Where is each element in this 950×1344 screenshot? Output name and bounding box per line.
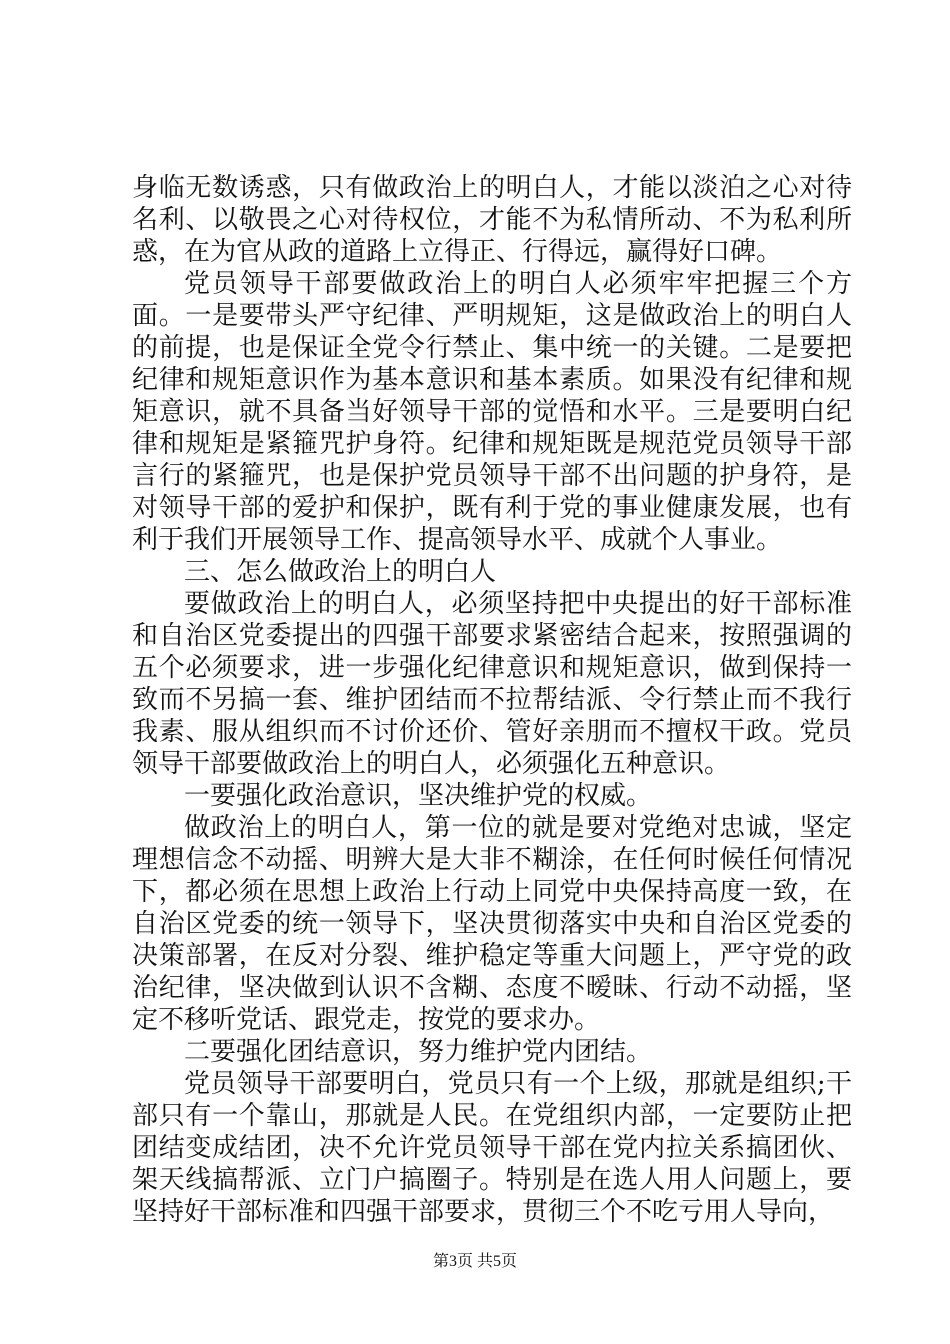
- paragraph-8: 党员领导干部要明白，党员只有一个上级，那就是组织;干部只有一个靠山，那就是人民。在党组织内部，一定要防止把团结变成结团，决不允许党员领导干部在党内拉关系搞团伙、架天线搞帮派、立门户搞圈子。特别是在选人用人问题上，要坚持好干部标准和四强干部要求，贯彻三个不吃亏用人导向，: [132, 1069, 852, 1227]
- page-footer: 第3页 共5页: [432, 1253, 517, 1270]
- section-heading-3: 三、怎么做政治上的明白人: [184, 557, 497, 587]
- document-body: [132, 172, 852, 1228]
- paragraph-2: 党员领导干部要做政治上的明白人必须牢牢把握三个方面。一是要带头严守纪律、严明规矩，这是做政治上的明白人的前提，也是保证全党令行禁止、集中统一的关键。二是要把纪律和规矩意识作为基本意识和基本素质。如果没有纪律和规矩意识，就不具备当好领导干部的觉悟和水平。三是要明白纪律和规矩是紧箍咒护身符。纪律和规矩既是规范党员领导干部言行的紧箍咒，也是保护党员领导干部不出问题的护身符，是对领导干部的爱护和保护，既有利于党的事业健康发展，也有利于我们开展领导工作、提高领导水平、成就个人事业。: [132, 269, 852, 555]
- paragraph-6: 做政治上的明白人，第一位的就是要对党绝对忠诚，坚定理想信念不动摇、明辨大是大非不糊涂，在任何时候任何情况下，都必须在思想上政治上行动上同党中央保持高度一致，在自治区党委的统一领导下，坚决贯彻落实中央和自治区党委的决策部署，在反对分裂、维护稳定等重大问题上，严守党的政治纪律，坚决做到认识不含糊、态度不暧昧、行动不动摇，坚定不移听党话、跟党走，按党的要求办。: [132, 813, 852, 1035]
- paragraph-4: 要做政治上的明白人，必须坚持把中央提出的好干部标准和自治区党委提出的四强干部要求紧密结合起来，按照强调的五个必须要求，进一步强化纪律意识和规矩意识，做到保持一致而不另搞一套、维护团结而不拉帮结派、令行禁止而不我行我素、服从组织而不讨价还价、管好亲朋而不擅权干政。党员领导干部要做政治上的明白人，必须强化五种意识。: [132, 589, 852, 779]
- subheading-1: 一要强化政治意识，坚决维护党的权威。: [184, 781, 653, 811]
- subheading-2: 二要强化团结意识，努力维护党内团结。: [184, 1037, 653, 1067]
- paragraph-1: 身临无数诱惑，只有做政治上的明白人，才能以淡泊之心对待名利、以敬畏之心对待权位，才能不为私情所动、不为私利所惑，在为官从政的道路上立得正、行得远，赢得好口碑。: [132, 173, 852, 267]
